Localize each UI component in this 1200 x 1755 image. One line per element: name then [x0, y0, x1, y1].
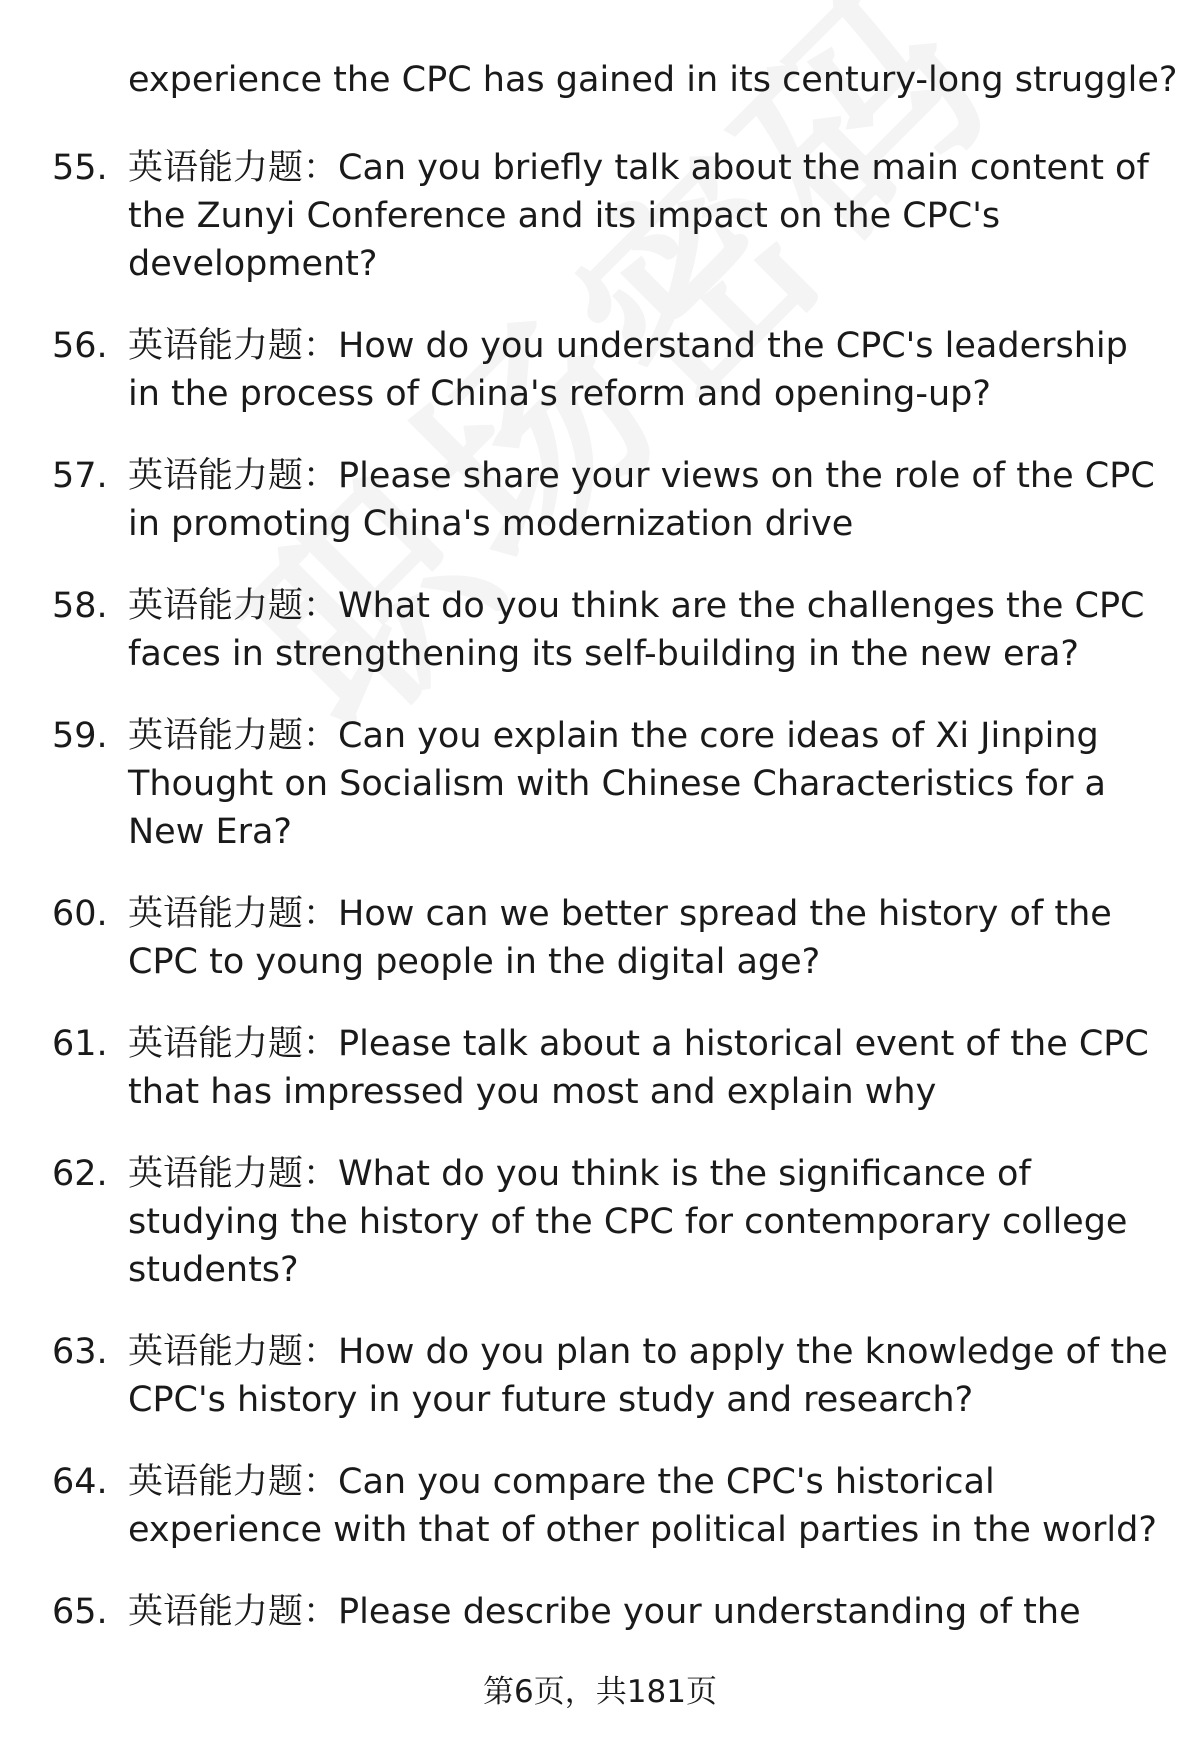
question-category: 英语能力题： [128, 326, 339, 366]
question-number: 60. [52, 894, 108, 934]
question-number: 64. [52, 1462, 108, 1502]
question-category: 英语能力题： [128, 894, 339, 934]
question-category: 英语能力题： [128, 1024, 339, 1064]
question-text: What do you think is the significance of studying the history of the CPC for contemporary college students? [128, 1154, 1128, 1290]
question-item [0, 1588, 1168, 1636]
question-number: 56. [52, 326, 108, 366]
question-number: 55. [52, 148, 108, 188]
question-item [0, 1328, 1168, 1424]
question-item [0, 452, 1168, 548]
question-text: Please talk about a historical event of the CPC that has impressed you most and explain why [128, 1024, 1149, 1112]
question-item [0, 1020, 1168, 1116]
question-text: How do you plan to apply the knowledge of the CPC's history in your future study and research? [128, 1332, 1168, 1420]
question-item [0, 1150, 1168, 1294]
question-number: 61. [52, 1024, 108, 1064]
question-category: 英语能力题： [128, 1332, 339, 1372]
question-text: Can you explain the core ideas of Xi Jinping Thought on Socialism with Chinese Characteristics for a New Era? [128, 716, 1106, 852]
question-text: Can you briefly talk about the main content of the Zunyi Conference and its impact on the CPC's development? [128, 148, 1149, 284]
question-list [0, 144, 1200, 1670]
question-item [0, 712, 1168, 856]
page-number-footer: 第6页，共181页 [483, 1674, 717, 1710]
question-item [0, 582, 1168, 678]
question-text: What do you think are the challenges the CPC faces in strengthening its self-building in the new era? [128, 586, 1145, 674]
question-category: 英语能力题： [128, 456, 339, 496]
question-number: 62. [52, 1154, 108, 1194]
question-category: 英语能力题： [128, 1154, 339, 1194]
question-category: 英语能力题： [128, 1592, 339, 1632]
question-number: 59. [52, 716, 108, 756]
question-text: Please describe your understanding of the [338, 1592, 1081, 1632]
question-item [0, 1458, 1168, 1554]
question-category: 英语能力题： [128, 586, 339, 626]
question-number: 63. [52, 1332, 108, 1372]
question-item [0, 890, 1168, 986]
question-item [0, 144, 1168, 288]
question-text: Can you compare the CPC's historical experience with that of other political parties in the world? [128, 1462, 1157, 1550]
question-text: How can we better spread the history of the CPC to young people in the digital age? [128, 894, 1112, 982]
question-number: 65. [52, 1592, 108, 1632]
question-item [0, 322, 1168, 418]
question-text: Please share your views on the role of the CPC in promoting China's modernization drive [128, 456, 1155, 544]
continued-question-text: experience the CPC has gained in its century-long struggle? [128, 60, 1178, 100]
question-category: 英语能力题： [128, 1462, 339, 1502]
question-number: 57. [52, 456, 108, 496]
question-category: 英语能力题： [128, 716, 339, 756]
question-category: 英语能力题： [128, 148, 339, 188]
question-text: How do you understand the CPC's leadership in the process of China's reform and opening-up? [128, 326, 1128, 414]
question-number: 58. [52, 586, 108, 626]
